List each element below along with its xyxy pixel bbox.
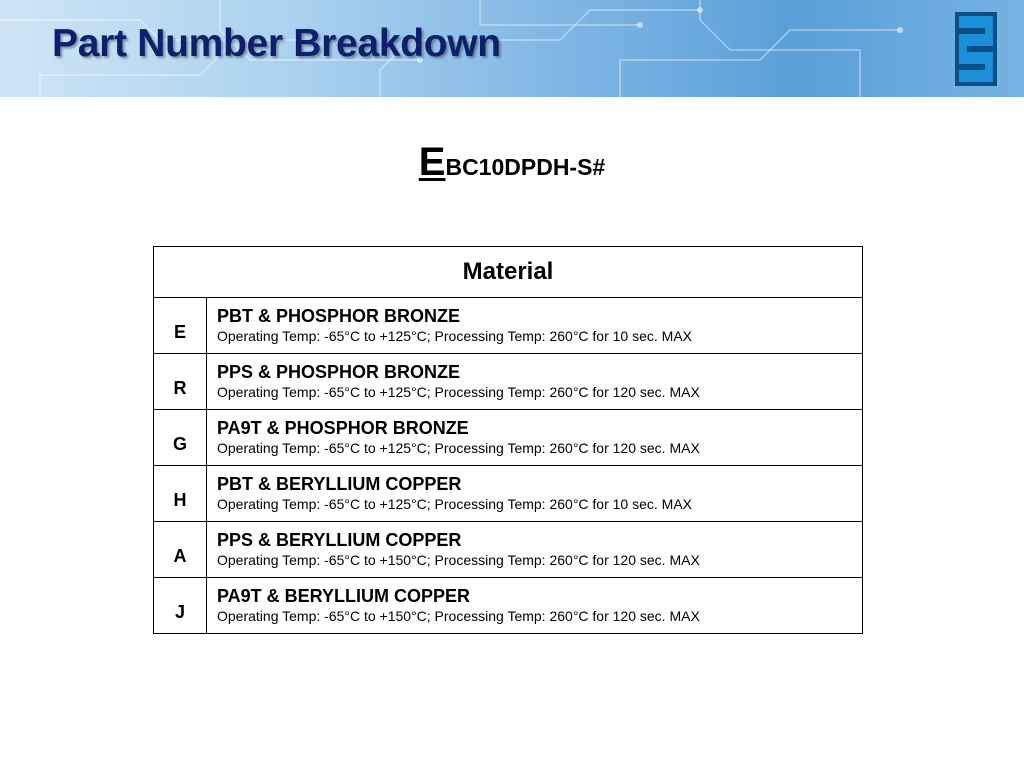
material-spec: Operating Temp: -65°C to +150°C; Processing Temp: 260°C for 120 sec. MAX <box>217 552 700 568</box>
table-row <box>154 466 863 522</box>
material-description <box>207 354 863 410</box>
material-table-header: Material <box>154 247 863 298</box>
material-spec: Operating Temp: -65°C to +125°C; Processing Temp: 260°C for 10 sec. MAX <box>217 328 693 344</box>
material-code: H <box>154 466 207 522</box>
material-code: E <box>154 298 207 354</box>
header-banner <box>0 0 1024 97</box>
material-description <box>207 298 863 354</box>
material-name: PBT & BERYLLIUM COPPER <box>217 474 462 494</box>
page-title: Part Number Breakdown <box>52 22 501 65</box>
material-description <box>207 466 863 522</box>
material-code: J <box>154 578 207 634</box>
table-row <box>154 522 863 578</box>
material-code: G <box>154 410 207 466</box>
material-code: R <box>154 354 207 410</box>
company-logo-icon <box>955 12 997 86</box>
material-spec: Operating Temp: -65°C to +125°C; Processing Temp: 260°C for 120 sec. MAX <box>217 440 700 456</box>
table-row <box>154 298 863 354</box>
material-table-header-row <box>154 247 863 298</box>
material-code: A <box>154 522 207 578</box>
material-name: PBT & PHOSPHOR BRONZE <box>217 306 461 326</box>
material-spec: Operating Temp: -65°C to +125°C; Processing Temp: 260°C for 120 sec. MAX <box>217 384 700 400</box>
material-spec: Operating Temp: -65°C to +150°C; Processing Temp: 260°C for 120 sec. MAX <box>217 608 700 624</box>
material-name: PPS & BERYLLIUM COPPER <box>217 530 462 550</box>
material-description <box>207 410 863 466</box>
table-row <box>154 410 863 466</box>
material-description <box>207 578 863 634</box>
part-number-highlighted-segment: E <box>418 140 446 184</box>
material-description <box>207 522 863 578</box>
material-name: PPS & PHOSPHOR BRONZE <box>217 362 461 382</box>
material-name: PA9T & BERYLLIUM COPPER <box>217 586 471 606</box>
material-name: PA9T & PHOSPHOR BRONZE <box>217 418 469 438</box>
table-row <box>154 578 863 634</box>
part-number <box>0 140 1024 185</box>
part-number-remainder: BC10DPDH-S# <box>445 154 606 180</box>
material-spec: Operating Temp: -65°C to +125°C; Processing Temp: 260°C for 10 sec. MAX <box>217 496 693 512</box>
material-table <box>153 246 863 634</box>
table-row <box>154 354 863 410</box>
